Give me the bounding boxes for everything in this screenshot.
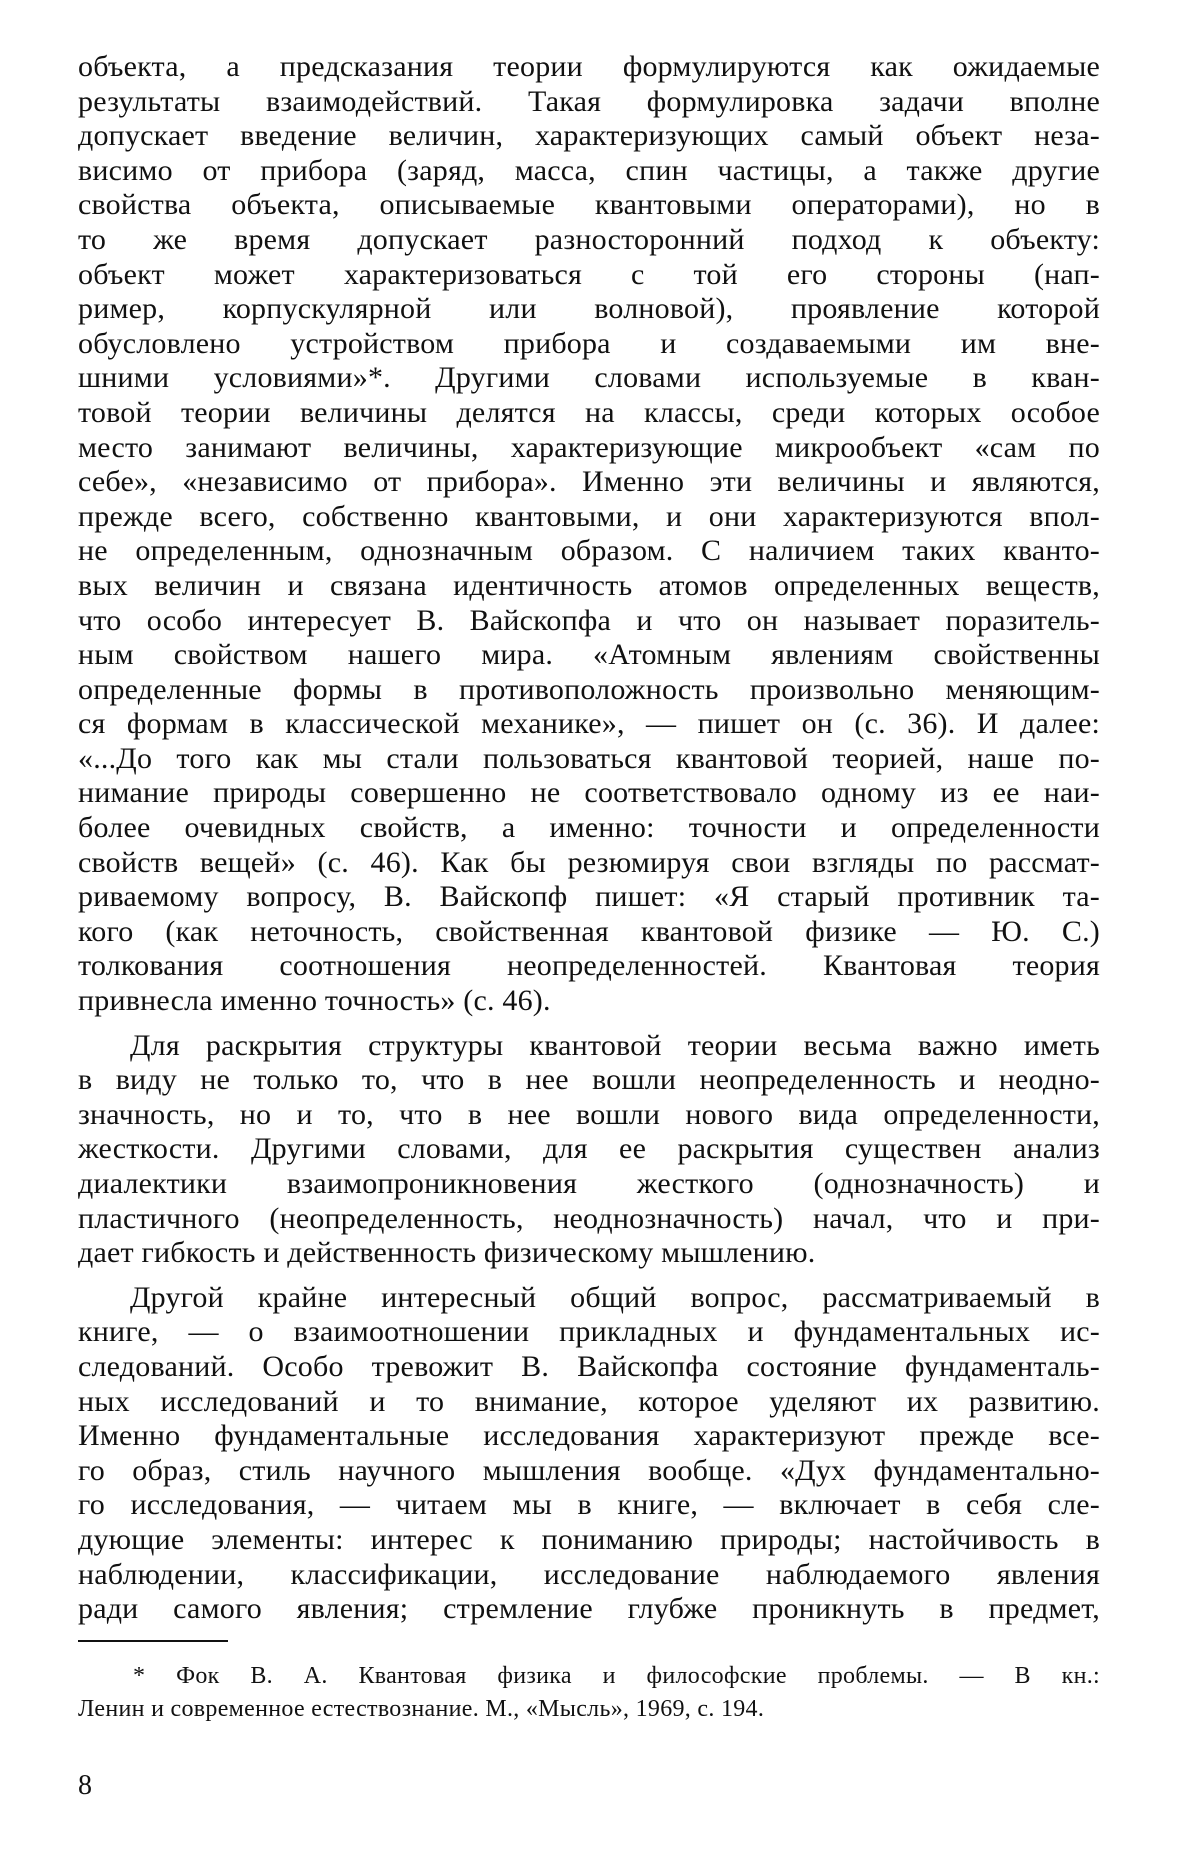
footnote [78, 1660, 1100, 1726]
text-line: более очевидных свойств, а именно: точности и определенности [78, 811, 1100, 845]
text-line: свойства объекта, описываемые квантовыми операторами), но в [78, 188, 1100, 222]
text-line: го исследования, — читаем мы в книге, — включает в себя сле- [78, 1488, 1100, 1522]
text-line: ради самого явления; стремление глубже проникнуть в предмет, [78, 1592, 1100, 1626]
page-number: 8 [78, 1770, 92, 1801]
text-line: ся формам в классической механике», — пишет он (с. 36). И далее: [78, 707, 1100, 741]
text-line: значность, но и то, что в нее вошли нового вида определенности, [78, 1097, 1100, 1131]
paragraph-1 [78, 50, 1100, 1019]
text-line: допускает введение величин, характеризующих самый объект неза- [78, 119, 1100, 153]
text-line: определенные формы в противоположность произвольно меняющим- [78, 672, 1100, 706]
text-line: ным свойством нашего мира. «Атомным явлениям свойственны [78, 638, 1100, 672]
text-line: объект может характеризоваться с той его стороны (нап- [78, 257, 1100, 291]
text-line: свойств вещей» (с. 46). Как бы резюмируя свои взгляды по рассмат- [78, 845, 1100, 879]
footnote-line: Ленин и современное естествознание. М., «Мысль», 1969, с. 194. [78, 1696, 765, 1722]
text-line: висимо от прибора (заряд, масса, спин частицы, а также другие [78, 153, 1100, 187]
text-line: дает гибкость и действенность физическому мышлению. [78, 1236, 816, 1270]
text-line: диалектики взаимопроникновения жесткого (однозначность) и [78, 1167, 1100, 1200]
page-body [78, 50, 1100, 1627]
paragraph-2 [78, 1029, 1100, 1271]
text-line: жесткости. Другими словами, для ее раскрытия существен анализ [78, 1132, 1100, 1166]
text-line: место занимают величины, характеризующие микрообъект «сам по [78, 430, 1100, 464]
text-line: обусловлено устройством прибора и создаваемыми им вне- [78, 326, 1100, 360]
text-line: книге, — о взаимоотношении прикладных и фундаментальных ис- [78, 1315, 1100, 1349]
text-line: в виду не только то, что в нее вошли неопределенность и неодно- [78, 1063, 1100, 1097]
text-line: дующие элементы: интерес к пониманию природы; настойчивость в [78, 1522, 1100, 1556]
text-line: не определенным, однозначным образом. С наличием таких кванто- [78, 534, 1100, 568]
text-line: «...До того как мы стали пользоваться квантовой теорией, наше по- [78, 741, 1100, 775]
text-line: го образ, стиль научного мышления вообще. «Дух фундаментально- [78, 1453, 1100, 1487]
footnote-divider [78, 1640, 228, 1642]
text-line: себе», «независимо от прибора». Именно эти величины и являются, [78, 465, 1100, 499]
text-line: пластичного (неопределенность, неоднозначность) начал, что и при- [78, 1201, 1100, 1235]
text-line: Именно фундаментальные исследования характеризуют прежде все- [78, 1419, 1100, 1453]
text-line: нимание природы совершенно не соответствовало одному из ее наи- [78, 776, 1100, 810]
text-line: риваемому вопросу, В. Вайскопф пишет: «Я старый противник та- [78, 880, 1100, 914]
text-line: что особо интересует В. Вайскопфа и что он называет поразитель- [78, 603, 1100, 637]
text-line: ример, корпускулярной или волновой), проявление которой [78, 292, 1100, 326]
text-line: кого (как неточность, свойственная квантовой физике — Ю. С.) [78, 914, 1100, 948]
text-line: шними условиями»*. Другими словами используемые в кван- [78, 361, 1100, 395]
text-line: то же время допускает разносторонний подход к объекту: [78, 222, 1100, 256]
text-line: наблюдении, классификации, исследование наблюдаемого явления [78, 1557, 1100, 1591]
text-line: результаты взаимодействий. Такая формулировка задачи вполне [78, 84, 1100, 118]
text-line: следований. Особо тревожит В. Вайскопфа состояние фундаменталь- [78, 1349, 1100, 1383]
text-line: Другой крайне интересный общий вопрос, рассматриваемый в [130, 1280, 1100, 1314]
text-line: товой теории величины делятся на классы, среди которых особое [78, 395, 1100, 429]
text-line: Для раскрытия структуры квантовой теории весьма важно иметь [130, 1028, 1100, 1062]
text-line: толкования соотношения неопределенностей. Квантовая теория [78, 949, 1100, 983]
text-line: вых величин и связана идентичность атомов определенных веществ, [78, 568, 1100, 602]
text-line: прежде всего, собственно квантовыми, и они характеризуются впол- [78, 499, 1100, 533]
paragraph-3 [78, 1281, 1100, 1627]
footnote-line: * Фок В. А. Квантовая физика и философские проблемы. — В кн.: [133, 1663, 1100, 1689]
text-line: ных исследований и то внимание, которое уделяют их развитию. [78, 1384, 1100, 1418]
text-line: привнесла именно точность» (с. 46). [78, 984, 551, 1018]
text-line: объекта, а предсказания теории формулируются как ожидаемые [78, 50, 1100, 83]
